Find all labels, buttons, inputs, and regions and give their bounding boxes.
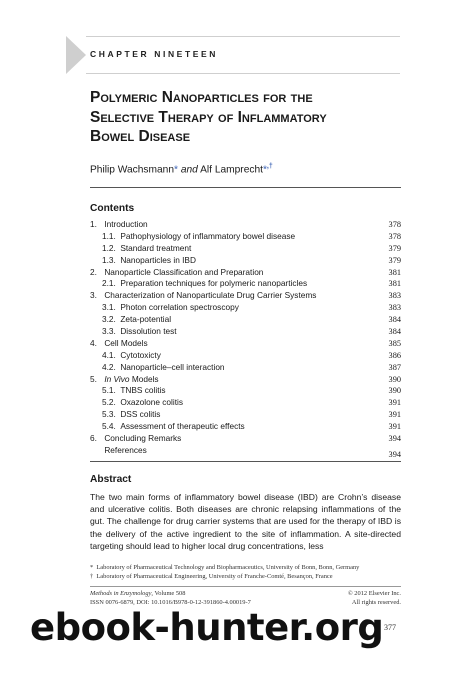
- toc-label: Pathophysiology of inflammatory bowel disease: [120, 230, 296, 241]
- toc-subitem[interactable]: [90, 385, 401, 397]
- contents-heading: Contents: [90, 203, 135, 214]
- toc-label: Assessment of therapeutic effects: [120, 421, 245, 432]
- toc-label: References: [104, 444, 147, 455]
- toc-number: 3.: [90, 290, 97, 301]
- volume: , Volume 508: [151, 590, 186, 597]
- toc-label: Introduction: [104, 219, 148, 229]
- chapter-rule-bottom: [86, 73, 400, 74]
- toc-page: 391: [388, 422, 401, 432]
- toc-number: 3.2.: [102, 314, 116, 325]
- toc-label: Zeta-potential: [120, 314, 172, 325]
- toc-page: 384: [388, 327, 401, 337]
- author-connector: and: [180, 164, 198, 176]
- toc-subitem[interactable]: [90, 255, 401, 267]
- toc-subitem[interactable]: [90, 421, 401, 433]
- toc-number: 5.4.: [102, 421, 116, 432]
- toc-page: 383: [388, 291, 401, 301]
- title-line: Bowel Disease: [90, 128, 191, 145]
- toc-subitem[interactable]: [90, 350, 401, 362]
- toc-label: Oxazolone colitis: [120, 397, 184, 408]
- page-footer: [90, 589, 401, 607]
- toc-number: 2.: [90, 266, 97, 277]
- toc-subitem[interactable]: [90, 397, 401, 409]
- toc-page: 379: [388, 243, 401, 253]
- footnote-mark: *: [90, 564, 94, 571]
- toc-page: 391: [388, 398, 401, 408]
- issn-doi[interactable]: ISSN 0076-6879, DOI: 10.1016/B978-0-12-391860-4.00019-7: [90, 599, 251, 606]
- affiliation-link[interactable]: ,†: [266, 163, 273, 170]
- toc-number: 5.1.: [102, 385, 116, 396]
- toc-number: 1.1.: [102, 230, 116, 241]
- journal-name: Methods in Enzymology: [90, 590, 152, 597]
- toc-page: 386: [388, 350, 401, 360]
- toc-item[interactable]: [90, 445, 401, 457]
- divider: [90, 187, 401, 188]
- footer-rule: [90, 586, 401, 587]
- toc-subitem[interactable]: [90, 409, 401, 421]
- author-name: Philip Wachsmann: [90, 164, 174, 176]
- chapter-label: CHAPTER NINETEEN: [90, 49, 219, 59]
- toc-label: DSS colitis: [120, 409, 161, 420]
- toc-item[interactable]: [90, 219, 401, 231]
- toc-item[interactable]: [90, 290, 401, 302]
- toc-label: Cell Models: [104, 337, 148, 348]
- chapter-arrow-icon: [66, 36, 86, 74]
- toc-label: In Vivo Models: [104, 373, 159, 384]
- toc-number: 1.3.: [102, 254, 116, 265]
- toc-number: 2.1.: [102, 278, 116, 289]
- toc-subitem[interactable]: [90, 243, 401, 255]
- toc-page: 394: [388, 449, 401, 459]
- toc-subitem[interactable]: [90, 314, 401, 326]
- toc-number: 6.: [90, 433, 97, 444]
- footnote: [90, 563, 401, 572]
- footnote-text: Laboratory of Pharmaceutical Engineering, University of Franche-Comté, Besançon, France: [96, 573, 333, 580]
- toc-page: 381: [388, 267, 401, 277]
- toc-item[interactable]: [90, 433, 401, 445]
- toc-subitem[interactable]: [90, 362, 401, 374]
- toc-number: 3.1.: [102, 302, 116, 313]
- toc-number: [90, 445, 102, 457]
- toc-page: 390: [388, 374, 401, 384]
- affiliation-link[interactable]: *: [262, 164, 267, 176]
- toc-number: 5.: [90, 373, 97, 384]
- title-line: Selective Therapy of Inflammatory: [90, 108, 327, 126]
- toc-label: TNBS colitis: [120, 385, 166, 396]
- footnote-text: Laboratory of Pharmaceutical Technology and Biopharmaceutics, University of Bonn, Bonn, Germany: [96, 564, 360, 571]
- abstract-heading: Abstract: [90, 474, 132, 485]
- toc-item[interactable]: [90, 267, 401, 279]
- chapter-band: [66, 36, 400, 74]
- chapter-title: [90, 88, 390, 147]
- toc-label: Nanoparticle–cell interaction: [120, 361, 225, 372]
- footnote: [90, 572, 401, 581]
- toc-item[interactable]: [90, 374, 401, 386]
- toc-page: 379: [388, 255, 401, 265]
- toc-page: 387: [388, 362, 401, 372]
- title-line: Polymeric Nanoparticles for the: [90, 89, 313, 106]
- toc-number: 4.1.: [102, 349, 116, 360]
- toc-number: 4.: [90, 337, 97, 348]
- toc-label: Nanoparticles in IBD: [120, 254, 196, 265]
- toc-number: 5.2.: [102, 397, 116, 408]
- toc-page: 394: [388, 434, 401, 444]
- toc-label: Cytotoxicty: [120, 349, 161, 360]
- toc-label: Standard treatment: [120, 242, 192, 253]
- rights: All rights reserved.: [351, 599, 401, 606]
- toc-page: 385: [388, 338, 401, 348]
- author-name: Alf Lamprecht: [200, 164, 263, 176]
- toc-number: 1.2.: [102, 242, 116, 253]
- toc-label: Characterization of Nanoparticulate Drug Carrier Systems: [104, 290, 317, 301]
- toc-page: 381: [388, 279, 401, 289]
- toc-label: Dissolution test: [120, 326, 177, 337]
- divider: [90, 461, 401, 462]
- toc-page: 384: [388, 315, 401, 325]
- toc-number: 3.3.: [102, 326, 116, 337]
- toc-subitem[interactable]: [90, 278, 401, 290]
- footnote-mark: †: [90, 573, 94, 580]
- footnotes: [90, 563, 401, 581]
- toc-number: 1.: [90, 219, 97, 229]
- toc-page: 383: [388, 303, 401, 313]
- toc-label: Concluding Remarks: [104, 433, 182, 444]
- toc-item[interactable]: [90, 338, 401, 350]
- toc-label: Nanoparticle Classification and Preparation: [104, 266, 264, 277]
- toc-number: 4.2.: [102, 361, 116, 372]
- author-line: [90, 163, 273, 175]
- toc-page: 378: [388, 231, 401, 241]
- chapter-rule-top: [86, 36, 400, 37]
- toc-page: 391: [388, 410, 401, 420]
- affiliation-link[interactable]: *: [174, 164, 178, 176]
- abstract-text: The two main forms of inflammatory bowel disease (IBD) are Crohn’s disease and ulcerative colitis. Both diseases are chronic relapsing inflammations of the gut. The challenge for drug carrier systems that are used for the therapy of IBD is the delivery of the active ingredient to the site of inflammation. A site-directed targeting should lead to higher local drug concentrations, less: [90, 492, 401, 551]
- table-of-contents: [90, 219, 401, 457]
- watermark: ebook-hunter.org: [30, 606, 384, 649]
- page-number: 377: [384, 623, 396, 632]
- toc-subitem[interactable]: [90, 302, 401, 314]
- toc-page: 378: [388, 220, 401, 229]
- toc-subitem[interactable]: [90, 231, 401, 243]
- toc-number: 5.3.: [102, 409, 116, 420]
- toc-label: Preparation techniques for polymeric nanoparticles: [120, 278, 308, 289]
- toc-subitem[interactable]: [90, 326, 401, 338]
- toc-label: Photon correlation spectroscopy: [120, 302, 239, 313]
- toc-page: 390: [388, 386, 401, 396]
- copyright: © 2012 Elsevier Inc.: [347, 590, 401, 597]
